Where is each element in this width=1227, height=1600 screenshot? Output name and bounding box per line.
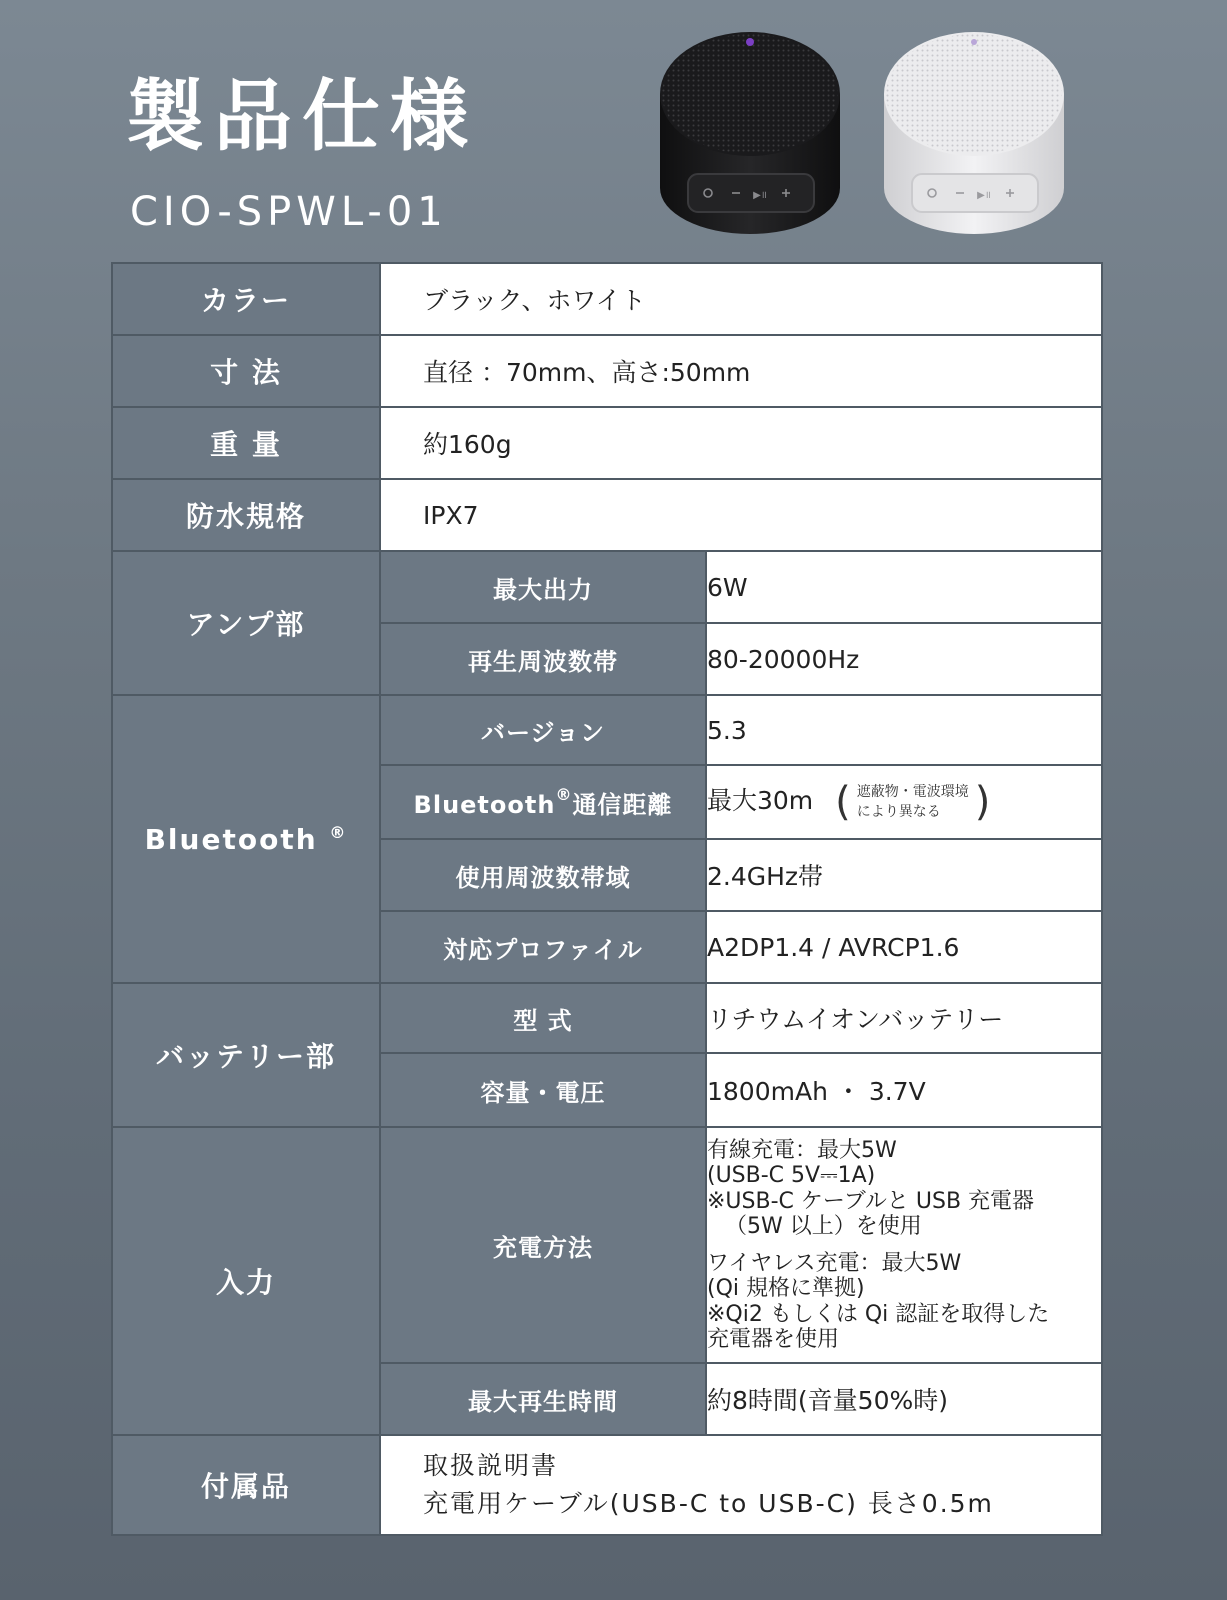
spec-value-capacity: 1800mAh ・ 3.7V: [706, 1053, 1102, 1127]
range-label-mark: ®: [555, 784, 573, 804]
range-note-line1: 遮蔽物・電波環境: [856, 784, 969, 801]
spec-value-frequency: 80-20000Hz: [706, 623, 1102, 695]
spec-value-charge: [706, 1127, 1102, 1363]
range-label-rest: 通信距離: [572, 790, 673, 819]
spec-value-type: リチウムイオンバッテリー: [706, 983, 1102, 1053]
spec-sublabel-capacity: 容量・電圧: [380, 1053, 706, 1127]
range-value: 最大30m: [707, 786, 814, 816]
wireless-line-2: (Qi 規格に準拠): [707, 1276, 865, 1302]
wired-line-4: （5W 以上）を使用: [725, 1213, 922, 1239]
spec-label-size: 寸 法: [112, 335, 380, 407]
spec-value-playtime: 約8時間(音量50%時): [706, 1363, 1102, 1435]
spec-sublabel-max-output: 最大出力: [380, 551, 706, 623]
spec-row-battery-type: [112, 983, 1102, 1053]
wired-line-1: 有線充電：最大5W: [707, 1138, 897, 1163]
svg-text:▶॥: ▶॥: [977, 190, 991, 201]
spec-sublabel-profile: 対応プロファイル: [380, 911, 706, 983]
svg-text:▶॥: ▶॥: [753, 190, 767, 201]
spec-sublabel-charge: 充電方法: [380, 1127, 706, 1363]
spec-row-bt-version: [112, 695, 1102, 765]
model-number: CIO-SPWL-01: [130, 189, 448, 235]
spec-row-amp-output: [112, 551, 1102, 623]
spec-value-color: ブラック、ホワイト: [380, 263, 1102, 335]
range-note: ( 遮蔽物・電波環境 により異なる ): [835, 779, 991, 826]
spec-value-max-output: 6W: [706, 551, 1102, 623]
spec-sublabel-playtime: 最大再生時間: [380, 1363, 706, 1435]
spec-sublabel-type: 型 式: [380, 983, 706, 1053]
bluetooth-label-text: Bluetooth: [144, 822, 318, 856]
wired-line-2: (USB-C 5V⎓1A): [707, 1163, 876, 1189]
spec-sublabel-version: バージョン: [380, 695, 706, 765]
spec-value-band: 2.4GHz帯: [706, 839, 1102, 911]
range-note-line2: により異なる: [856, 804, 941, 821]
page-title: 製品仕様: [126, 72, 479, 162]
spec-label-color: カラー: [112, 263, 380, 335]
spec-value-waterproof: IPX7: [380, 479, 1102, 551]
spec-sublabel-range: [380, 765, 706, 839]
spec-value-range: [706, 765, 1102, 839]
wired-line-3: ※USB-C ケーブルと USB 充電器: [707, 1188, 1035, 1214]
wireless-line-3: ※Qi2 もしくは Qi 認証を取得した: [707, 1301, 1050, 1327]
spec-row-color: [112, 263, 1102, 335]
spec-label-weight: 重 量: [112, 407, 380, 479]
spec-value-profile: A2DP1.4 / AVRCP1.6: [706, 911, 1102, 983]
wireless-line-4: 充電器を使用: [707, 1327, 840, 1353]
spec-sublabel-frequency: 再生周波数帯: [380, 623, 706, 695]
spec-sublabel-band: 使用周波数帯域: [380, 839, 706, 911]
spec-row-input-charge: [112, 1127, 1102, 1363]
spec-row-size: [112, 335, 1102, 407]
speaker-black-image: [656, 28, 844, 240]
spec-row-waterproof: [112, 479, 1102, 551]
spec-row-weight: [112, 407, 1102, 479]
spec-table: [111, 262, 1103, 1536]
wireless-line-1: ワイヤレス充電：最大5W: [707, 1251, 962, 1277]
spec-label-battery: バッテリー部: [112, 983, 380, 1127]
spec-value-version: 5.3: [706, 695, 1102, 765]
spec-value-weight: 約160g: [380, 407, 1102, 479]
spec-value-size: 直径 ：70mm、高さ:50mm: [380, 335, 1102, 407]
accessory-item-1: 取扱説明書: [423, 1450, 559, 1480]
range-label-main: Bluetooth: [413, 790, 556, 819]
registered-mark: ®: [329, 822, 348, 842]
spec-label-input: 入力: [112, 1127, 380, 1435]
spec-label-amp: アンプ部: [112, 551, 380, 695]
spec-row-accessories: [112, 1435, 1102, 1535]
speaker-white-image: [880, 28, 1068, 240]
spec-label-accessories: 付属品: [112, 1435, 380, 1535]
spec-label-bluetooth: [112, 695, 380, 983]
spec-label-waterproof: 防水規格: [112, 479, 380, 551]
spec-value-accessories: [380, 1435, 1102, 1535]
accessory-item-2: 充電用ケーブル(USB-C to USB-C) 長さ0.5m: [423, 1489, 994, 1519]
